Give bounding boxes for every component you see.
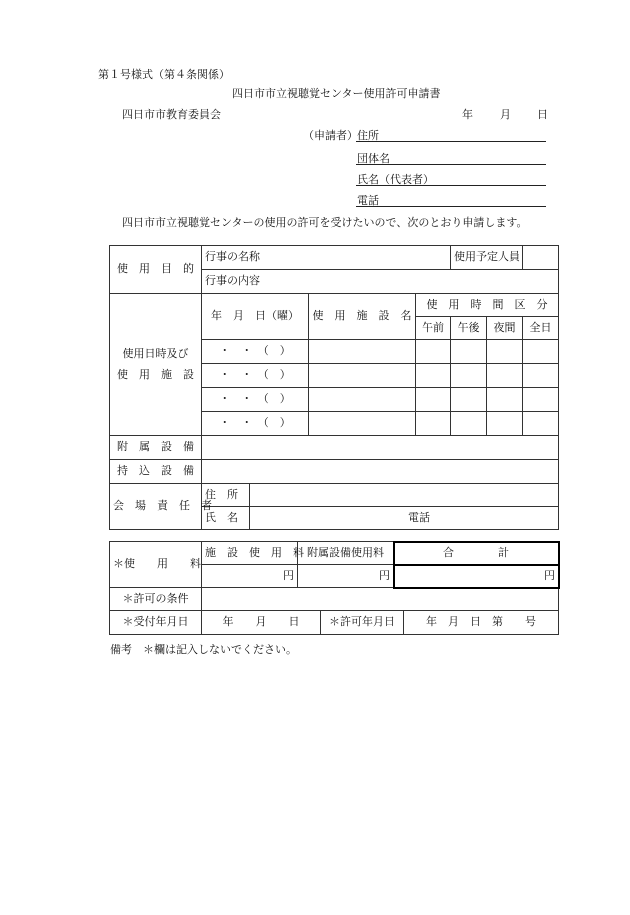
total-header: 合 計	[394, 542, 559, 565]
time-division-header: 使 用 時 間 区 分	[416, 294, 559, 317]
date-day: 日	[537, 108, 548, 121]
allday-cell[interactable]	[523, 364, 559, 388]
date-cell[interactable]: ・ ・ （ ）	[202, 388, 309, 412]
date-cell[interactable]: ・ ・ （ ）	[202, 364, 309, 388]
allday-cell[interactable]	[523, 340, 559, 364]
facility-fee-cell[interactable]	[202, 565, 298, 588]
pm-cell[interactable]	[451, 388, 487, 412]
attached-equipment-cell[interactable]	[202, 436, 559, 460]
datetime-facility-line1: 使用日時及び	[122, 346, 189, 360]
permit-date-cell[interactable]: 年 月 日 第 号	[404, 611, 559, 635]
datetime-facility-label	[110, 294, 202, 436]
total-yen: 円	[544, 568, 555, 582]
night-cell[interactable]	[487, 388, 523, 412]
facility-fee-header: 施 設 使 用 料	[202, 542, 298, 565]
permit-conditions-label: ＊許可の条件	[110, 588, 202, 611]
applicant-address-label: 住所	[357, 129, 379, 142]
pm-header: 午後	[451, 317, 487, 340]
applicant-label: （申請者）	[303, 129, 358, 142]
addressee: 四日市市教育委員会	[122, 108, 221, 121]
attached-equipment-label: 附 属 設 備	[110, 436, 202, 460]
permit-date-label: ＊許可年月日	[321, 611, 404, 635]
pm-cell[interactable]	[451, 364, 487, 388]
fee-label: ＊使 用 料	[110, 542, 202, 588]
facility-name-header: 使 用 施 設 名	[309, 294, 416, 340]
night-cell[interactable]	[487, 364, 523, 388]
applicant-name-line[interactable]	[356, 185, 546, 186]
purpose-label: 使 用 目 的	[110, 246, 202, 294]
am-cell[interactable]	[416, 340, 451, 364]
form-title: 四日市市立視聴覚センター使用許可申請書	[232, 87, 441, 100]
facility-cell[interactable]	[309, 388, 416, 412]
expected-people-cell[interactable]	[523, 246, 559, 270]
application-table	[109, 245, 559, 530]
facility-cell[interactable]	[309, 412, 416, 436]
am-header: 午前	[416, 317, 451, 340]
equipment-fee-header: 附属設備使用料	[298, 542, 394, 565]
equipment-fee-cell[interactable]	[298, 565, 394, 588]
applicant-group-label: 団体名	[357, 152, 390, 165]
allday-cell[interactable]	[523, 412, 559, 436]
manager-name-label: 氏 名	[202, 507, 250, 530]
am-cell[interactable]	[416, 388, 451, 412]
allday-cell[interactable]	[523, 388, 559, 412]
manager-address-cell[interactable]	[250, 484, 559, 507]
applicant-address-line[interactable]	[356, 141, 546, 142]
night-cell[interactable]	[487, 340, 523, 364]
equipment-fee-yen: 円	[379, 568, 390, 582]
event-content-label[interactable]: 行事の内容	[202, 270, 559, 294]
dates-table	[109, 610, 559, 635]
office-use-table	[109, 541, 559, 611]
manager-address-label: 住 所	[202, 484, 250, 507]
brought-equipment-label: 持 込 設 備	[110, 460, 202, 484]
night-header: 夜間	[487, 317, 523, 340]
applicant-phone-label: 電話	[357, 194, 379, 207]
form-number: 第１号様式（第４条関係）	[98, 68, 230, 81]
applicant-phone-line[interactable]	[356, 206, 546, 207]
night-cell[interactable]	[487, 412, 523, 436]
date-month: 月	[500, 108, 511, 121]
date-year: 年	[462, 108, 473, 121]
date-cell[interactable]: ・ ・ （ ）	[202, 340, 309, 364]
applicant-name-label: 氏名（代表者）	[357, 173, 434, 186]
received-date-cell[interactable]: 年 月 日	[202, 611, 321, 635]
am-cell[interactable]	[416, 412, 451, 436]
pm-cell[interactable]	[451, 340, 487, 364]
permit-conditions-cell[interactable]	[202, 588, 559, 611]
am-cell[interactable]	[416, 364, 451, 388]
allday-header: 全日	[523, 317, 559, 340]
total-cell[interactable]	[394, 565, 559, 588]
expected-people-label: 使用予定人員	[451, 246, 523, 270]
pm-cell[interactable]	[451, 412, 487, 436]
applicant-group-line[interactable]	[356, 164, 546, 165]
intro-text: 四日市市立視聴覚センターの使用の許可を受けたいので、次のとおり申請します。	[122, 216, 528, 229]
facility-fee-yen: 円	[283, 568, 294, 582]
date-header: 年 月 日（曜）	[202, 294, 309, 340]
facility-cell[interactable]	[309, 340, 416, 364]
remarks-note: 備考 ＊欄は記入しないでください。	[110, 643, 297, 656]
datetime-facility-line2: 使 用 施 設	[117, 367, 194, 381]
date-cell[interactable]: ・ ・ （ ）	[202, 412, 309, 436]
venue-manager-label: 会 場 責 任 者	[110, 484, 202, 530]
manager-name-cell[interactable]	[250, 507, 559, 530]
received-date-label: ＊受付年月日	[110, 611, 202, 635]
manager-phone-label: 電話	[408, 510, 430, 524]
event-name-label[interactable]: 行事の名称	[202, 246, 451, 270]
facility-cell[interactable]	[309, 364, 416, 388]
brought-equipment-cell[interactable]	[202, 460, 559, 484]
